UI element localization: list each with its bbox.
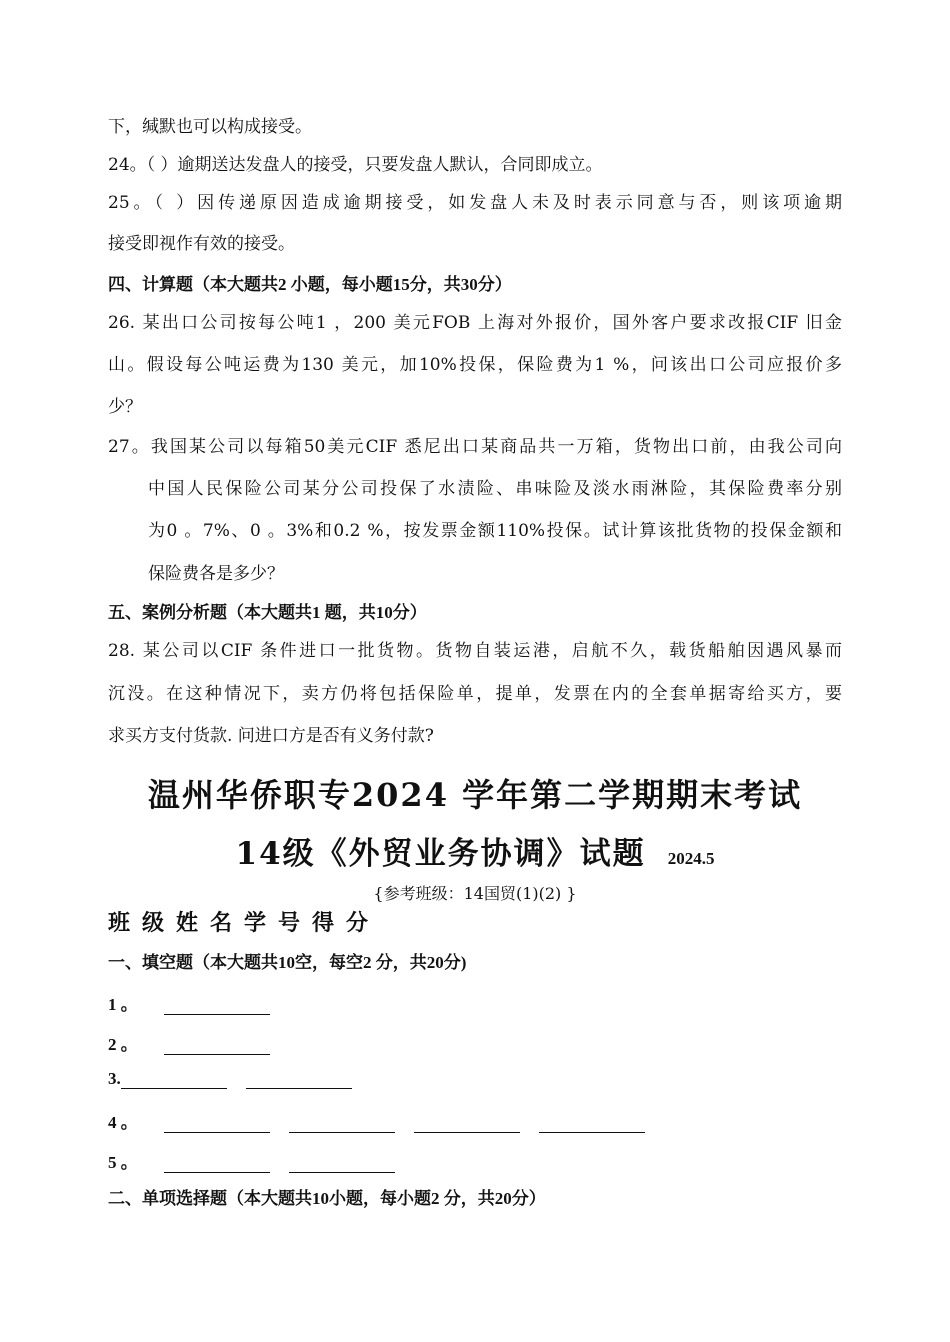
- section-2-heading: 二、单项选择题（本大题共10小题，每小题2 分，共20分）: [108, 1189, 546, 1208]
- answer-blank[interactable]: [246, 1070, 352, 1089]
- answer-blank[interactable]: [539, 1114, 645, 1133]
- fill-blank-number: 3.: [108, 1069, 121, 1088]
- question-continuation: 下，缄默也可以构成接受。: [108, 117, 312, 137]
- answer-blank[interactable]: [289, 1154, 395, 1173]
- question-27-line2: 中国人民保险公司某分公司投保了水渍险、串味险及淡水雨淋险，其保险费率分别: [148, 479, 842, 499]
- fill-blank-row: [108, 1030, 289, 1056]
- fill-blank-row: [108, 1148, 414, 1174]
- question-27-line1: 27。我国某公司以每箱50美元CIF 悉尼出口某商品共一万箱，货物出口前，由我公司向: [108, 437, 842, 457]
- question-28-line1: 28. 某公司以CIF 条件进口一批货物。货物自装运港，启航不久，载货船舶因遇风暴而: [108, 641, 842, 661]
- fill-blank-number: 1 。: [108, 995, 138, 1014]
- answer-blank[interactable]: [164, 1154, 270, 1173]
- question-25-line1: 25。（ ）因传递原因造成逾期接受，如发盘人未及时表示同意与否，则该项逾期: [108, 193, 842, 213]
- question-26-line1: 26. 某出口公司按每公吨1 ，200 美元FOB 上海对外报价，国外客户要求改报CIF 旧金: [108, 313, 842, 333]
- exam-date: 2024.5: [667, 849, 715, 868]
- exam-subject: 14级《外贸业务协调》试题: [235, 836, 646, 872]
- answer-blank[interactable]: [414, 1114, 520, 1133]
- question-28-line2: 沉没。在这种情况下，卖方仍将包括保险单，提单，发票在内的全套单据寄给买方，要: [108, 684, 842, 704]
- answer-blank[interactable]: [121, 1070, 227, 1089]
- fill-blank-row: [108, 1108, 664, 1134]
- student-info-fields: 班级姓名学号得分: [108, 911, 381, 936]
- answer-blank[interactable]: [164, 1036, 270, 1055]
- question-25-line2: 接受即视作有效的接受。: [108, 234, 295, 254]
- fill-blank-number: 2 。: [108, 1035, 138, 1054]
- fill-blank-row: [108, 990, 289, 1016]
- exam-subtitle: [0, 828, 950, 873]
- answer-blank[interactable]: [289, 1114, 395, 1133]
- reference-classes: {参考班级：14国贸(1)(2) }: [373, 884, 577, 903]
- section-4-heading: 四、计算题（本大题共2 小题，每小题15分，共30分）: [108, 275, 512, 294]
- question-27-line4: 保险费各是多少？: [148, 564, 284, 584]
- question-24: 24。（ ）逾期送达发盘人的接受，只要发盘人默认，合同即成立。: [108, 155, 603, 175]
- fill-blank-row: [108, 1069, 371, 1095]
- answer-blank[interactable]: [164, 1114, 270, 1133]
- question-26-line2: 山。假设每公吨运费为130 美元，加10%投保，保险费为1 %，问该出口公司应报价多: [108, 355, 842, 375]
- question-28-line3: 求买方支付货款. 问进口方是否有义务付款?: [108, 726, 434, 746]
- fill-blank-number: 4 。: [108, 1113, 138, 1132]
- section-5-heading: 五、案例分析题（本大题共1 题，共10分）: [108, 603, 427, 622]
- answer-blank[interactable]: [164, 996, 270, 1015]
- question-27-line3: 为0 。7%、0 。3%和0.2 %，按发票金额110%投保。试计算该批货物的投保金额和: [148, 521, 842, 541]
- section-1-heading: 一、填空题（本大题共10空，每空2 分，共20分): [108, 953, 467, 972]
- fill-blank-number: 5 。: [108, 1153, 138, 1172]
- exam-title: 温州华侨职专2024 学年第二学期期末考试: [147, 776, 803, 814]
- question-26-line3: 少？: [108, 397, 142, 417]
